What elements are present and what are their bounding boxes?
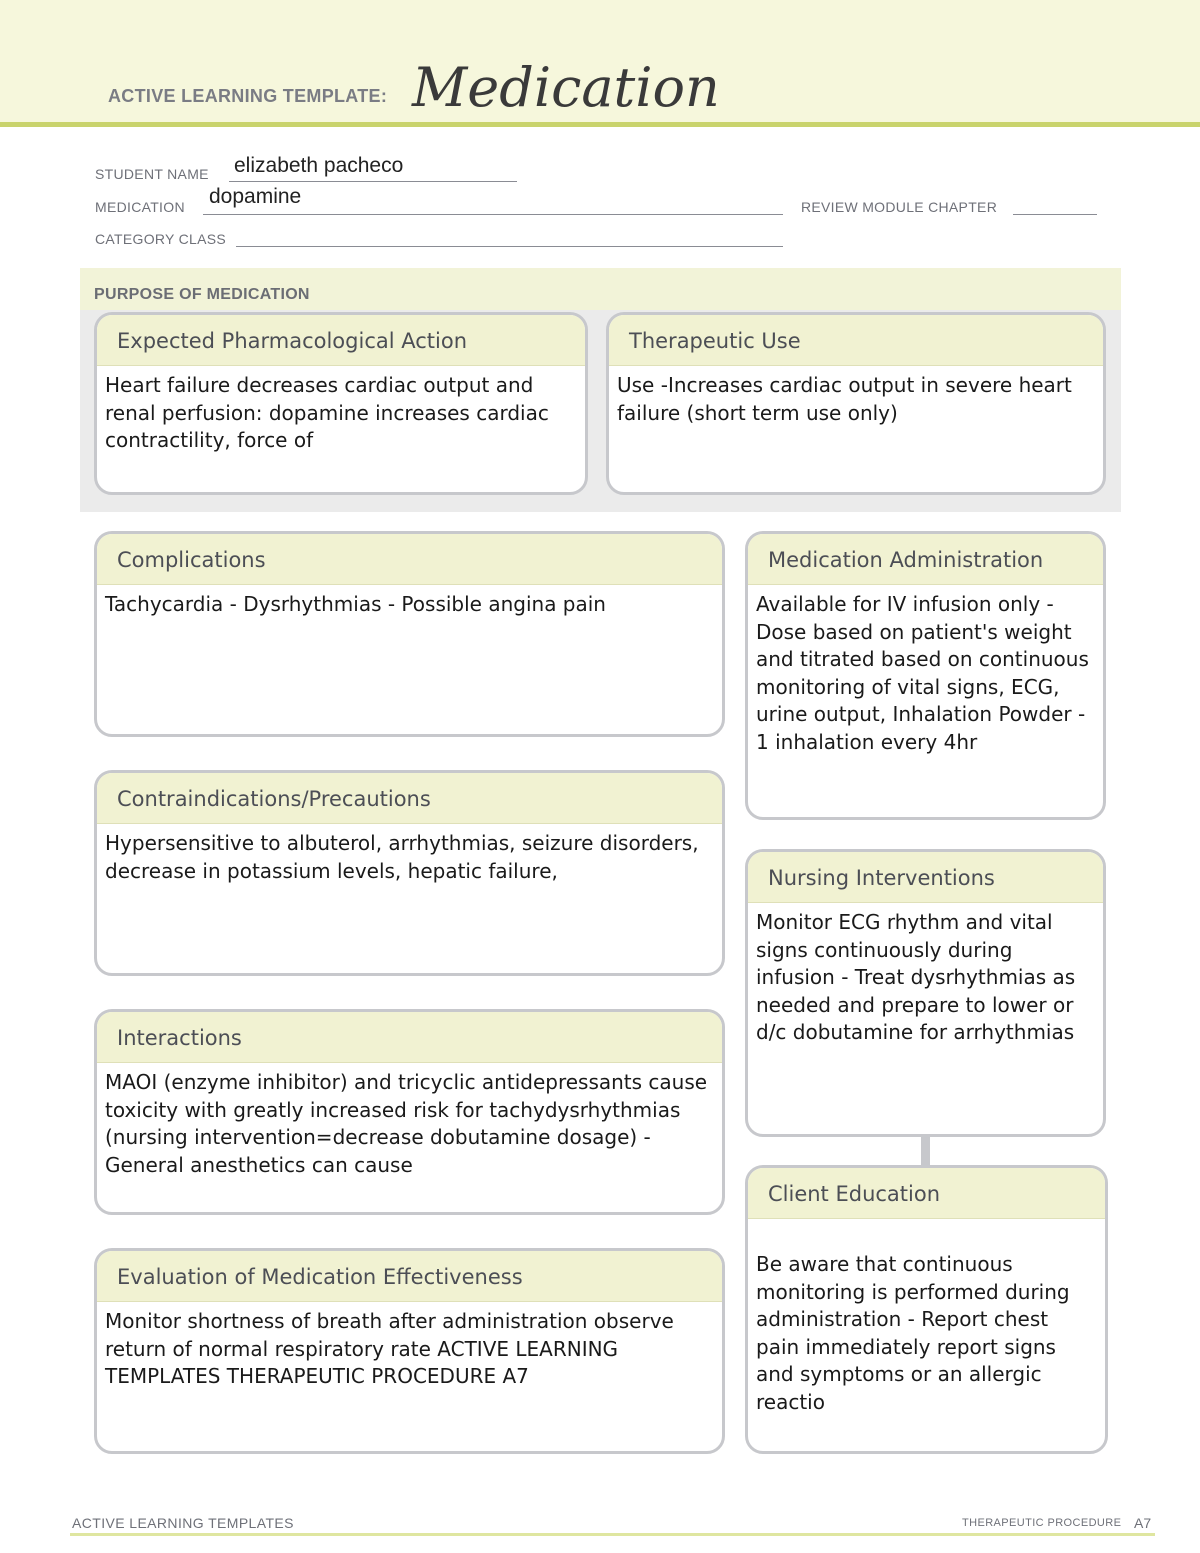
expected-action-card [94, 312, 588, 495]
footer-right-label: THERAPEUTIC PROCEDURE [962, 1517, 1122, 1529]
expected-action-title: Expected Pharmacological Action [117, 329, 468, 353]
client-education-header [748, 1168, 1105, 1219]
evaluation-card [94, 1248, 725, 1454]
footer-code: A7 [1134, 1515, 1152, 1531]
client-education-card [745, 1165, 1108, 1454]
student-name-field[interactable]: elizabeth pacheco [234, 154, 404, 177]
medication-administration-text[interactable]: Available for IV infusion only - Dose based on patient's weight and titrated based on continuous monitoring of vital signs, ECG, urine output, Inhalation Powder - 1 inhalation every 4hr [756, 592, 1089, 754]
footer-divider [70, 1533, 1155, 1536]
nursing-interventions-card [745, 849, 1106, 1137]
category-class-field[interactable] [236, 246, 783, 247]
template-label: ACTIVE LEARNING TEMPLATE: [108, 86, 388, 106]
contraindications-card [94, 770, 725, 976]
complications-header [97, 534, 722, 585]
interactions-header [97, 1012, 722, 1063]
card-connector [921, 1137, 930, 1165]
expected-action-header [97, 315, 585, 366]
nursing-interventions-header [748, 852, 1103, 903]
student-name-underline [229, 181, 517, 182]
student-name-label: STUDENT NAME [95, 166, 209, 182]
expected-action-text[interactable]: Heart failure decreases cardiac output and renal perfusion: dopamine increases cardiac contractility, force of [105, 373, 549, 452]
complications-card [94, 531, 725, 737]
category-class-label: CATEGORY CLASS [95, 231, 227, 247]
medication-administration-title: Medication Administration [768, 548, 1044, 572]
evaluation-title: Evaluation of Medication Effectiveness [117, 1265, 523, 1289]
medication-administration-header [748, 534, 1103, 585]
client-education-text[interactable]: Be aware that continuous monitoring is performed during administration - Report chest pain immediately report signs and symptoms or an allergic reactio [756, 1252, 1070, 1414]
evaluation-text[interactable]: Monitor shortness of breath after administration observe return of normal respiratory rate ACTIVE LEARNING TEMPLATES THERAPEUTIC PROCEDURE A7 [105, 1309, 674, 1388]
template-title: Medication [412, 56, 720, 119]
contraindications-text[interactable]: Hypersensitive to albuterol, arrhythmias, seizure disorders, decrease in potassium levels, hepatic failure, [105, 831, 699, 883]
review-module-chapter-field[interactable] [1013, 214, 1097, 215]
medication-field[interactable]: dopamine [209, 185, 302, 208]
medication-administration-card [745, 531, 1106, 820]
client-education-title: Client Education [768, 1182, 941, 1206]
evaluation-header [97, 1251, 722, 1302]
interactions-title: Interactions [117, 1026, 242, 1050]
header-divider [0, 122, 1200, 127]
nursing-interventions-text[interactable]: Monitor ECG rhythm and vital signs continuously during infusion - Treat dysrhythmias as needed and prepare to lower or d/c dobutamine for arrhythmias [756, 910, 1076, 1044]
therapeutic-use-title: Therapeutic Use [629, 329, 801, 353]
purpose-title: PURPOSE OF MEDICATION [94, 286, 310, 303]
interactions-card [94, 1009, 725, 1215]
therapeutic-use-text[interactable]: Use -Increases cardiac output in severe heart failure (short term use only) [617, 373, 1072, 425]
contraindications-title: Contraindications/Precautions [117, 787, 431, 811]
medication-label: MEDICATION [95, 199, 185, 215]
contraindications-header [97, 773, 722, 824]
nursing-interventions-title: Nursing Interventions [768, 866, 995, 890]
therapeutic-use-card [606, 312, 1106, 495]
complications-title: Complications [117, 548, 266, 572]
medication-underline [203, 214, 783, 215]
therapeutic-use-header [609, 315, 1103, 366]
interactions-text[interactable]: MAOI (enzyme inhibitor) and tricyclic antidepressants cause toxicity with greatly increased risk for tachydysrhythmias (nursing intervention=decrease dobutamine dosage) - General anesthetics can cause [105, 1070, 708, 1177]
review-module-chapter-label: REVIEW MODULE CHAPTER [801, 199, 998, 215]
footer-left-label: ACTIVE LEARNING TEMPLATES [72, 1515, 294, 1531]
complications-text[interactable]: Tachycardia - Dysrhythmias - Possible angina pain [105, 592, 606, 616]
